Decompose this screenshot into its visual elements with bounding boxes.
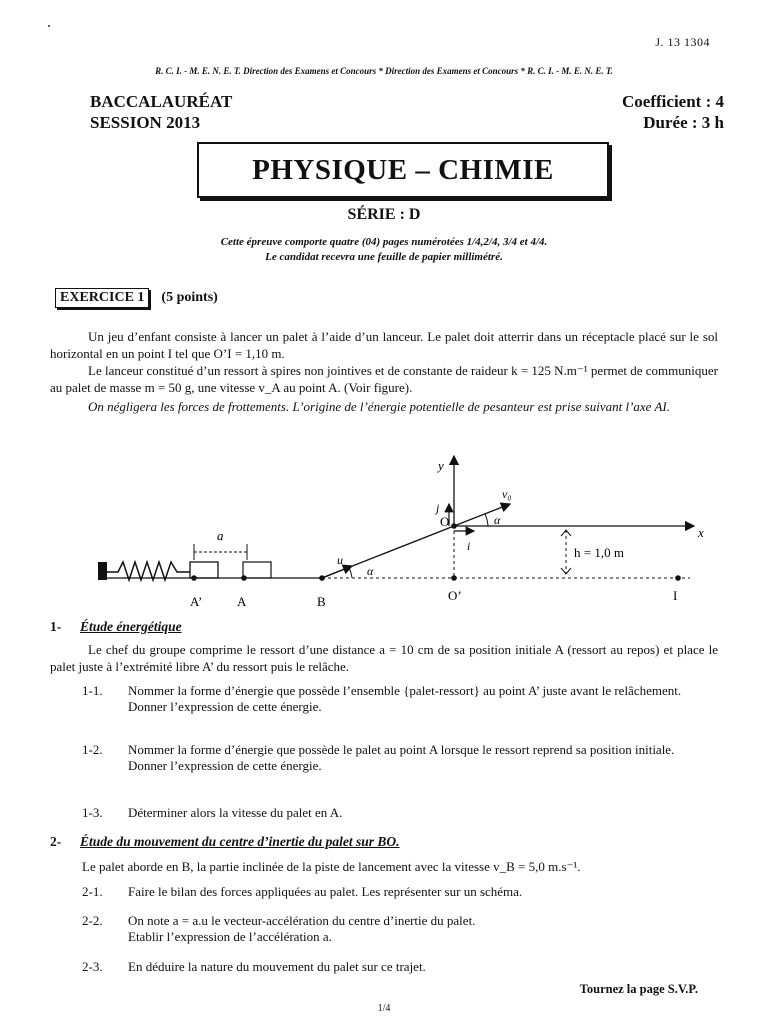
label-u: u <box>337 553 343 567</box>
question-1-3: 1-3. Déterminer alors la vitesse du palet en A. <box>82 805 343 820</box>
note-paper: Le candidat recevra une feuille de papier millimétré. <box>265 251 503 263</box>
label-h: h = 1,0 m <box>574 545 624 560</box>
label-i: i <box>467 539 471 553</box>
launch-figure <box>90 448 720 613</box>
label-j: j <box>436 501 440 515</box>
angle-arc-B <box>349 568 352 578</box>
label-alpha-O: α <box>494 513 501 527</box>
point-A-prime <box>191 575 197 581</box>
exam-name: BACCALAURÉAT <box>90 92 233 111</box>
spring <box>107 562 190 580</box>
v0-vector <box>454 504 510 526</box>
intro-paragraph-3: On négligera les forces de frottements. L’origine de l’énergie potentielle de pesanteur est prise suivant l’axe AI. <box>88 399 670 414</box>
u-vector <box>322 566 352 578</box>
angle-arc-O <box>485 514 488 526</box>
label-A: A <box>237 594 247 609</box>
label-alpha-B: α <box>367 564 374 578</box>
page-title: PHYSIQUE – CHIMIE <box>197 142 609 198</box>
section-1-heading: 1- Étude énergétique <box>50 619 182 634</box>
label-x: x <box>698 525 704 540</box>
exam-notes <box>0 235 768 265</box>
point-I <box>675 575 681 581</box>
label-a: a <box>217 528 224 543</box>
question-1-1: 1-1. Nommer la forme d’énergie que possède l’ensemble {palet-ressort} au point A’ juste avant le relâchement. Donner l’expression de cette énergie. <box>82 683 682 714</box>
speck <box>48 25 50 27</box>
intro-paragraph-1: Un jeu d’enfant consiste à lancer un palet à l’aide d’un lanceur. Le palet doit atterrir dans un réceptacle placé sur le sol horizontal en un point I tel que O’I = 1,10 m. <box>50 329 718 361</box>
turn-page-note: Tournez la page S.V.P. <box>579 982 698 996</box>
exercise-label: EXERCICE 1 <box>55 288 149 308</box>
point-A <box>241 575 247 581</box>
exam-session: SESSION 2013 <box>90 113 201 132</box>
question-2-2: 2-2. On note a = a.u le vecteur-accélération du centre d’inertie du palet. Etablir l’expression de l’accélération a. <box>82 913 476 944</box>
serie: SÉRIE : D <box>347 206 421 223</box>
institution-header: R. C. I. - M. E. N. E. T. Direction des Examens et Concours * Direction des Examens et Concours * R. C. I. - M. E. N. E. T. <box>155 66 613 76</box>
duration: Durée : 3 h <box>643 113 724 132</box>
section-2-heading: 2- Étude du mouvement du centre d’inertie du palet sur BO. <box>50 834 400 849</box>
label-y: y <box>438 458 444 473</box>
label-B: B <box>317 594 326 609</box>
reference-code: J. 13 1304 <box>655 35 710 49</box>
note-pages: Cette épreuve comporte quatre (04) pages numérotées 1/4,2/4, 3/4 et 4/4. <box>220 236 548 248</box>
palet-rest <box>243 562 271 578</box>
question-2-3: 2-3. En déduire la nature du mouvement du palet sur ce trajet. <box>82 959 426 974</box>
intro-paragraph-2: Le lanceur constitué d’un ressort à spires non jointives et de constante de raideur k = 125 N.m⁻¹ permet de communiquer au palet de masse m = 50 g, une vitesse v_A au point A. (Voir figure). <box>50 363 718 395</box>
exam-info <box>90 91 232 133</box>
question-1-2: 1-2. Nommer la forme d’énergie que possède le palet au point A lorsque le ressort reprend sa position initiale. Donner l’expression de cette énergie. <box>82 742 675 773</box>
coefficient: Coefficient : 4 <box>622 92 724 111</box>
section-1-intro: Le chef du groupe comprime le ressort d’une distance a = 10 cm de sa position initiale A (ressort au repos) et place le palet juste à l’extrémité libre A’ du ressort puis le relâche. <box>50 642 718 674</box>
label-O-prime: O’ <box>448 588 462 603</box>
exercise-points: (5 points) <box>161 290 218 305</box>
exercise-heading <box>55 288 218 308</box>
question-2-1: 2-1. Faire le bilan des forces appliquées au palet. Les représenter sur un schéma. <box>82 884 523 899</box>
label-I: I <box>673 588 678 603</box>
section-2-intro: Le palet aborde en B, la partie inclinée de la piste de lancement avec la vitesse v_B = 5,0 m.s⁻¹. <box>82 859 581 874</box>
label-O: O <box>440 514 450 529</box>
wall <box>98 562 107 580</box>
label-A-prime: A’ <box>190 594 203 609</box>
exam-meta <box>622 91 724 133</box>
label-v0: v₀ <box>502 487 512 501</box>
page-number: 1/4 <box>377 1003 391 1014</box>
